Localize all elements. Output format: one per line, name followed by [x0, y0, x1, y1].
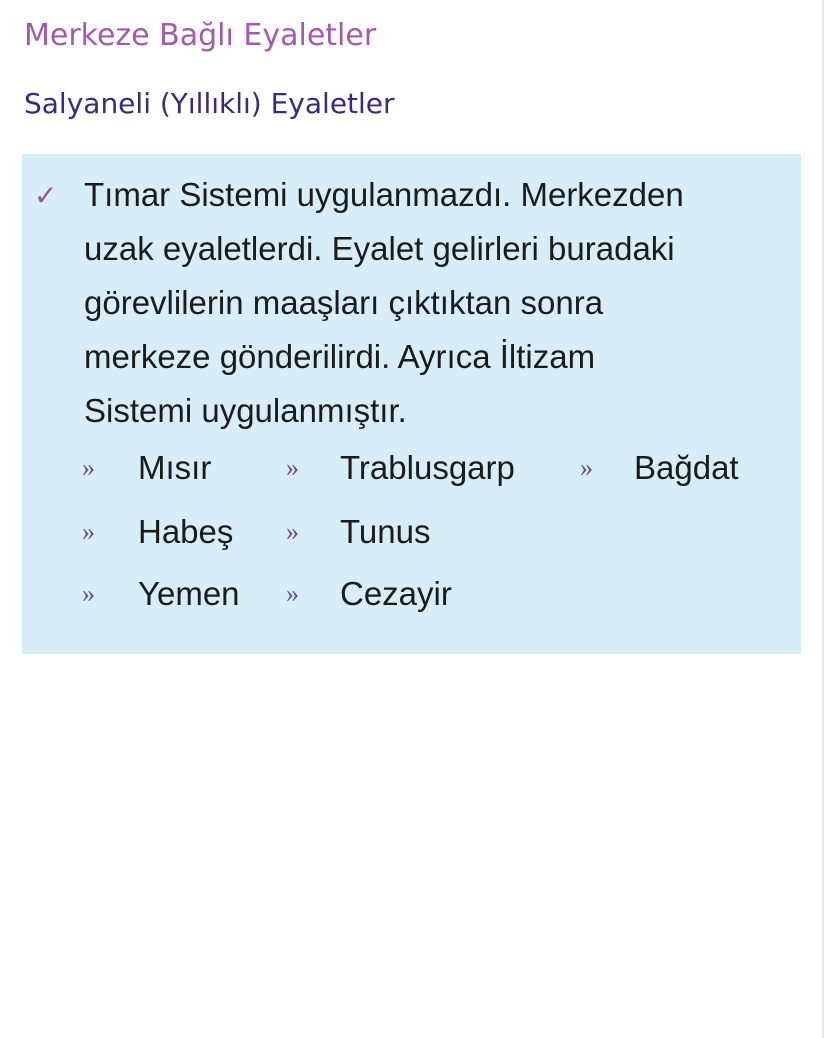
description-paragraph [84, 168, 788, 438]
bullet-marker-icon: » [580, 453, 593, 482]
paragraph-line: merkeze gönderilirdi. Ayrıca İltizam [84, 338, 596, 375]
paragraph-line: Sistemi uygulanmıştır. [84, 392, 407, 429]
bullet-marker-icon: » [82, 517, 95, 546]
province-item: Cezayir [340, 575, 452, 612]
section-title: Merkeze Bağlı Eyaletler [24, 18, 377, 53]
province-item: Bağdat [634, 449, 739, 486]
paragraph-line: görevlilerin maaşları çıktıktan sonra [84, 284, 604, 321]
bullet-marker-icon: » [286, 517, 299, 546]
checkmark-icon: ✓ [34, 179, 58, 212]
bullet-marker-icon: » [286, 453, 299, 482]
paragraph-line: uzak eyaletlerdi. Eyalet gelirleri buradaki [84, 230, 675, 267]
province-item: Habeş [138, 513, 234, 550]
paragraph-line: Tımar Sistemi uygulanmazdı. Merkezden [84, 176, 684, 213]
bullet-marker-icon: » [82, 579, 95, 608]
province-item: Yemen [138, 575, 240, 612]
province-item: Mısır [138, 449, 212, 486]
province-item: Trablusgarp [340, 449, 515, 486]
province-item: Tunus [340, 513, 431, 550]
subsection-title: Salyaneli (Yıllıklı) Eyaletler [24, 87, 395, 120]
bullet-marker-icon: » [82, 453, 95, 482]
page-edge-rule [822, 0, 824, 1038]
bullet-marker-icon: » [286, 579, 299, 608]
